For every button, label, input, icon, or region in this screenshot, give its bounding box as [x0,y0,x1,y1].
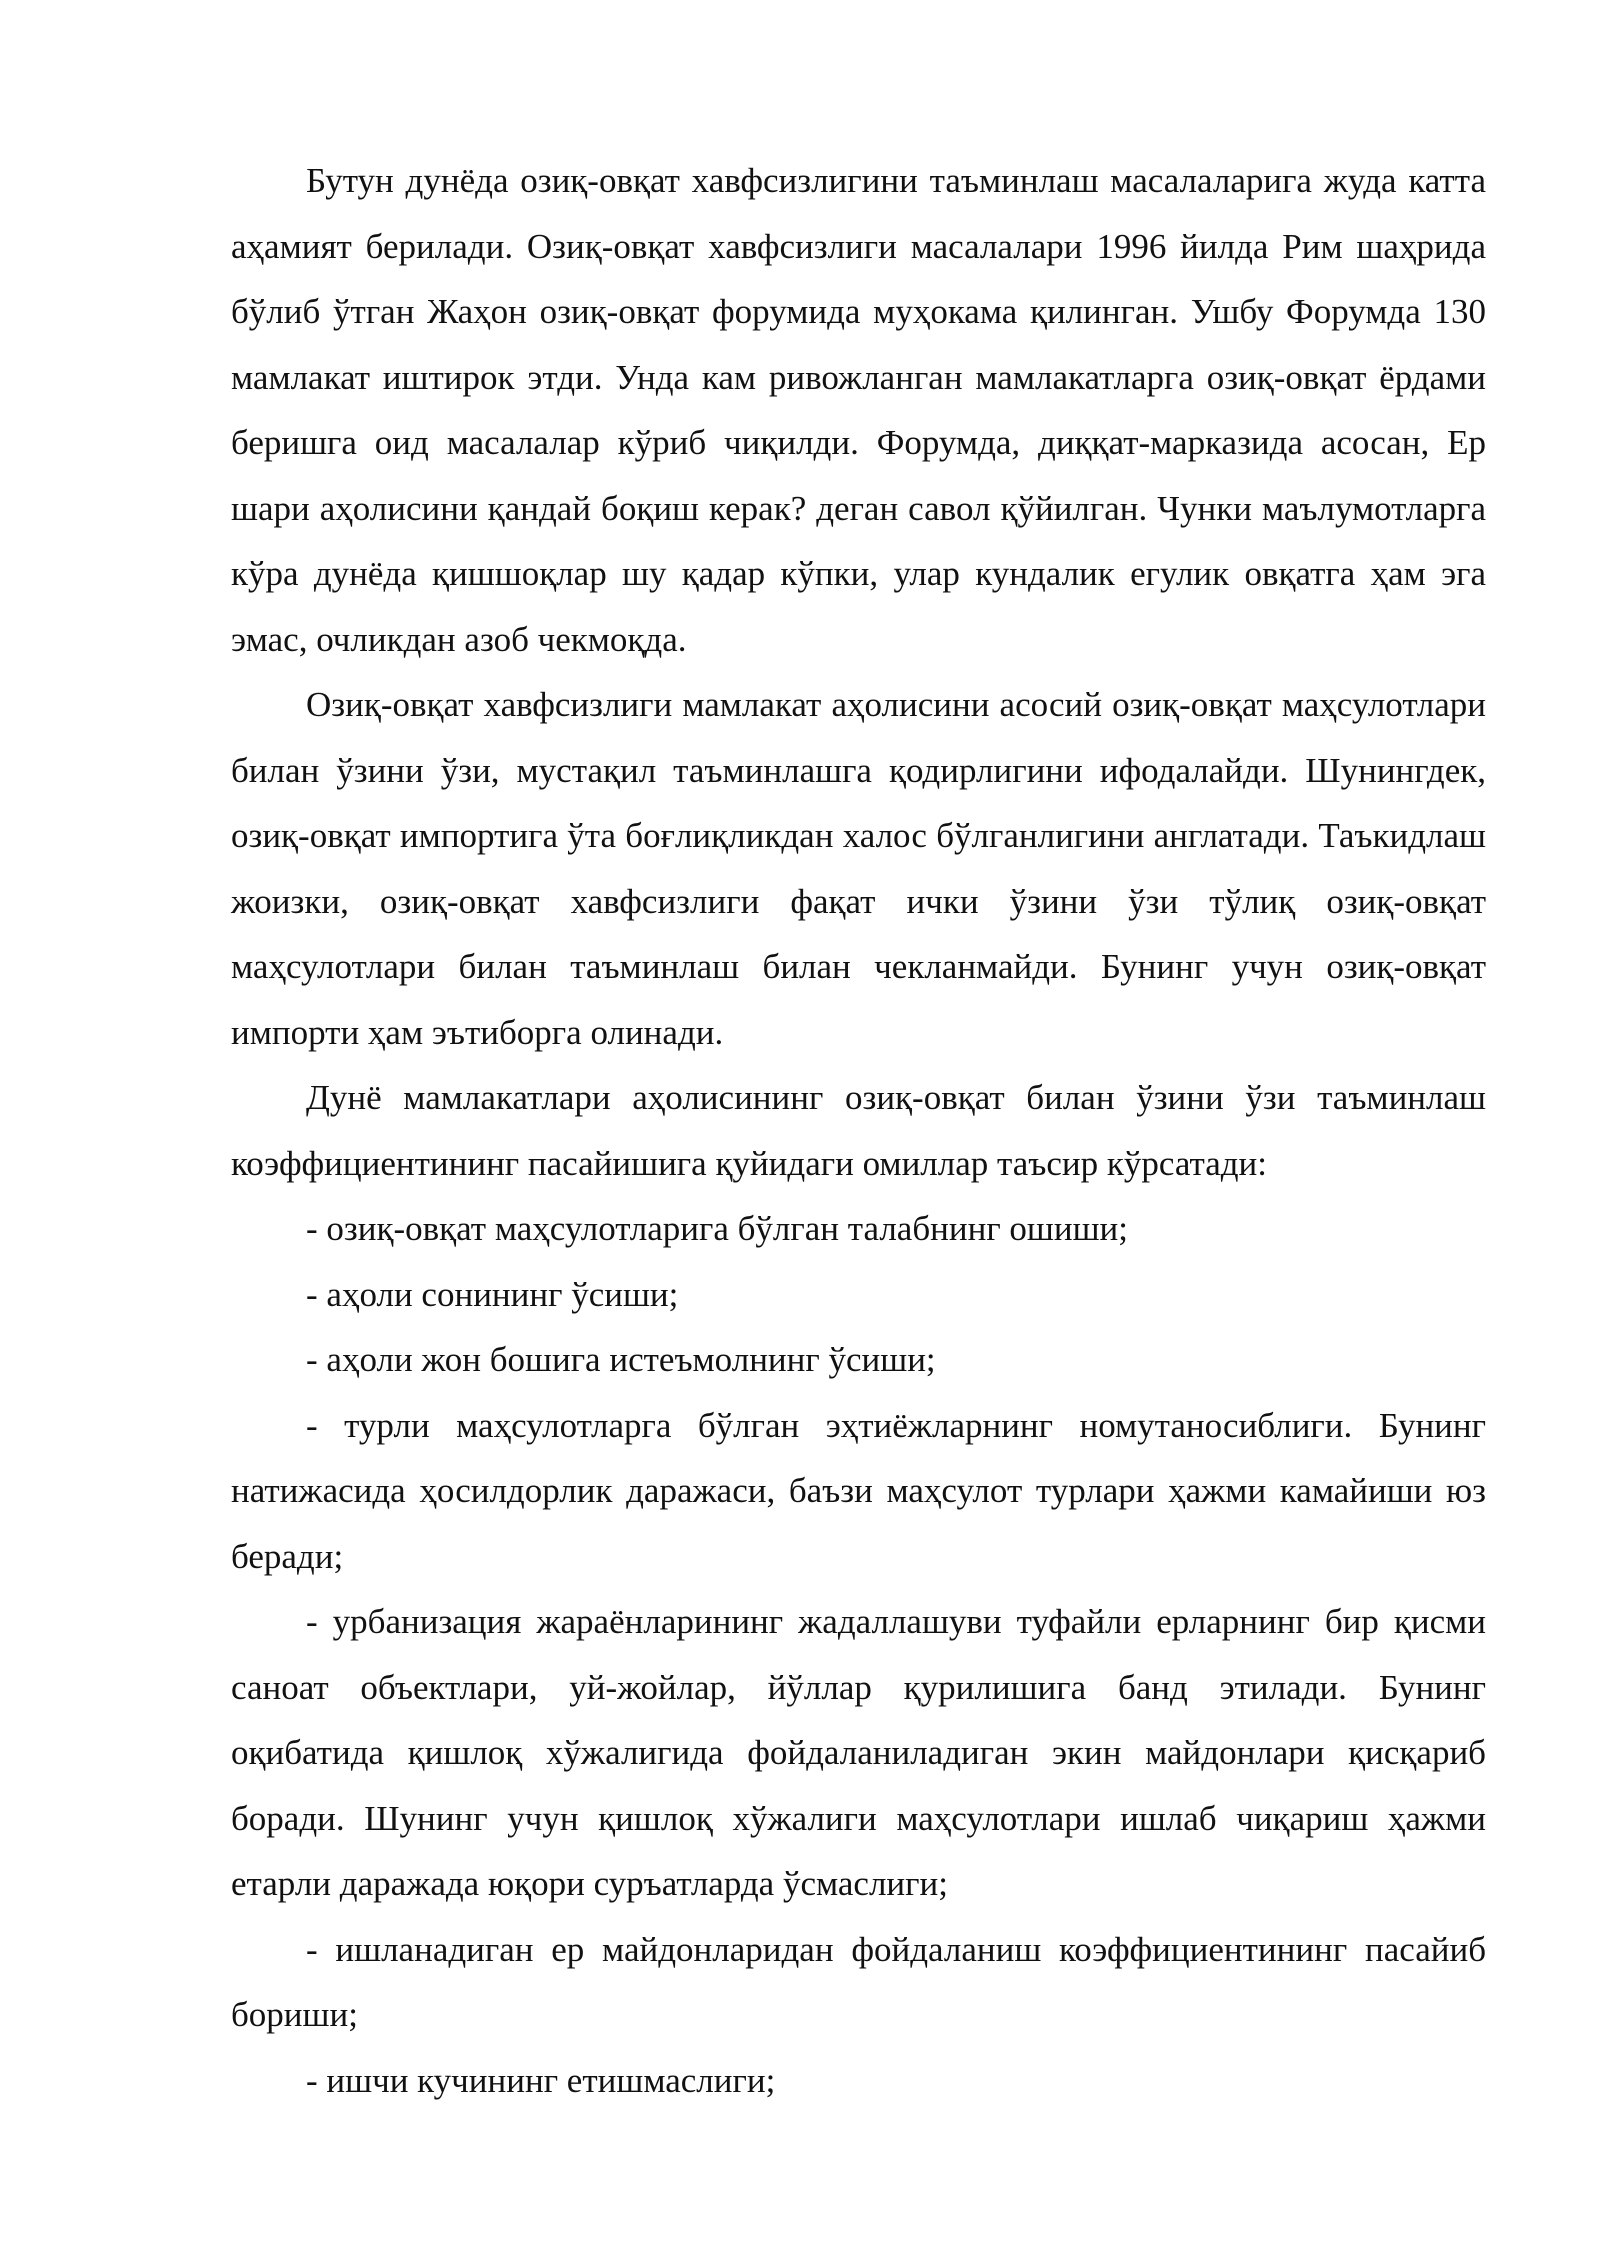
list-item: - аҳоли жон бошига истеъмолнинг ўсиши; [306,1340,936,1379]
paragraph-factors-intro: Дунё мамлакатлари аҳолисининг озиқ-овқат билан ўзини ўзи таъминлаш коэффициентининг пасайишига қуйидаги омиллар таъсир кўрсатади: [231,1078,1486,1183]
list-item: - озиқ-овқат маҳсулотларига бўлган талабнинг ошиши; [306,1209,1129,1248]
list-item: - урбанизация жараёнларининг жадаллашуви туфайли ерларнинг бир қисми саноат объектлари, уй-жойлар, йўллар қурилишига банд этилади. Бунинг оқибатида қишлоқ хўжалигида фойдаланиладиган экин майдонлари қисқариб боради. Шунинг учун қишлоқ хўжалиги маҳсулотлари ишлаб чиқариш ҳажми етарли даражада юқори суръатларда ўсмаслиги; [231,1602,1486,1903]
list-item: - ишланадиган ер майдонларидан фойдаланиш коэффициентининг пасайиб бориши; [231,1929,1486,2034]
list-item: - ишчи кучининг етишмаслиги; [306,2060,776,2100]
paragraph-food-security-forum: Бутун дунёда озиқ-овқат хавфсизлигини таъминлаш масалаларига жуда катта аҳамият берилади. Озиқ-овқат хавфсизлиги масалалари 1996 йилда Рим шаҳрида бўлиб ўтган Жаҳон озиқ-овқат форумида муҳокама қилинган. Ушбу Форумда 130 мамлакат иштирок этди. Унда кам ривожланган мамлакатларга озиқ-овқат ёрдами беришга оид масалалар кўриб чиқилди. Форумда, диққат-марказида асосан, Ер шари аҳолисини қандай боқиш керак? деган савол қўйилган. Чунки маълумотларга кўра дунёда қишшоқлар шу қадар кўпки, улар кундалик егулик овқатга ҳам эга эмас, очликдан азоб чекмоқда. [231,161,1486,659]
list-item: - турли маҳсулотларга бўлган эҳтиёжларнинг номутаносиблиги. Бунинг натижасида ҳосилдорлик даражаси, баъзи маҳсулот турлари ҳажми камайиши юз беради; [231,1405,1486,1576]
paragraph-food-security-definition: Озиқ-овқат хавфсизлиги мамлакат аҳолисини асосий озиқ-овқат маҳсулотлари билан ўзини ўзи, мустақил таъминлашга қодирлигини ифодалайди. Шунингдек, озиқ-овқат импортига ўта боғлиқликдан халос бўлганлигини англатади. Таъкидлаш жоизки, озиқ-овқат хавфсизлиги фақат ички ўзини ўзи тўлиқ озиқ-овқат маҳсулотлари билан таъминлаш билан чекланмайди. Бунинг учун озиқ-овқат импорти ҳам эътиборга олинади. [231,685,1486,1052]
list-item: - аҳоли сонининг ўсиши; [306,1274,679,1314]
document-page [231,148,1486,2113]
